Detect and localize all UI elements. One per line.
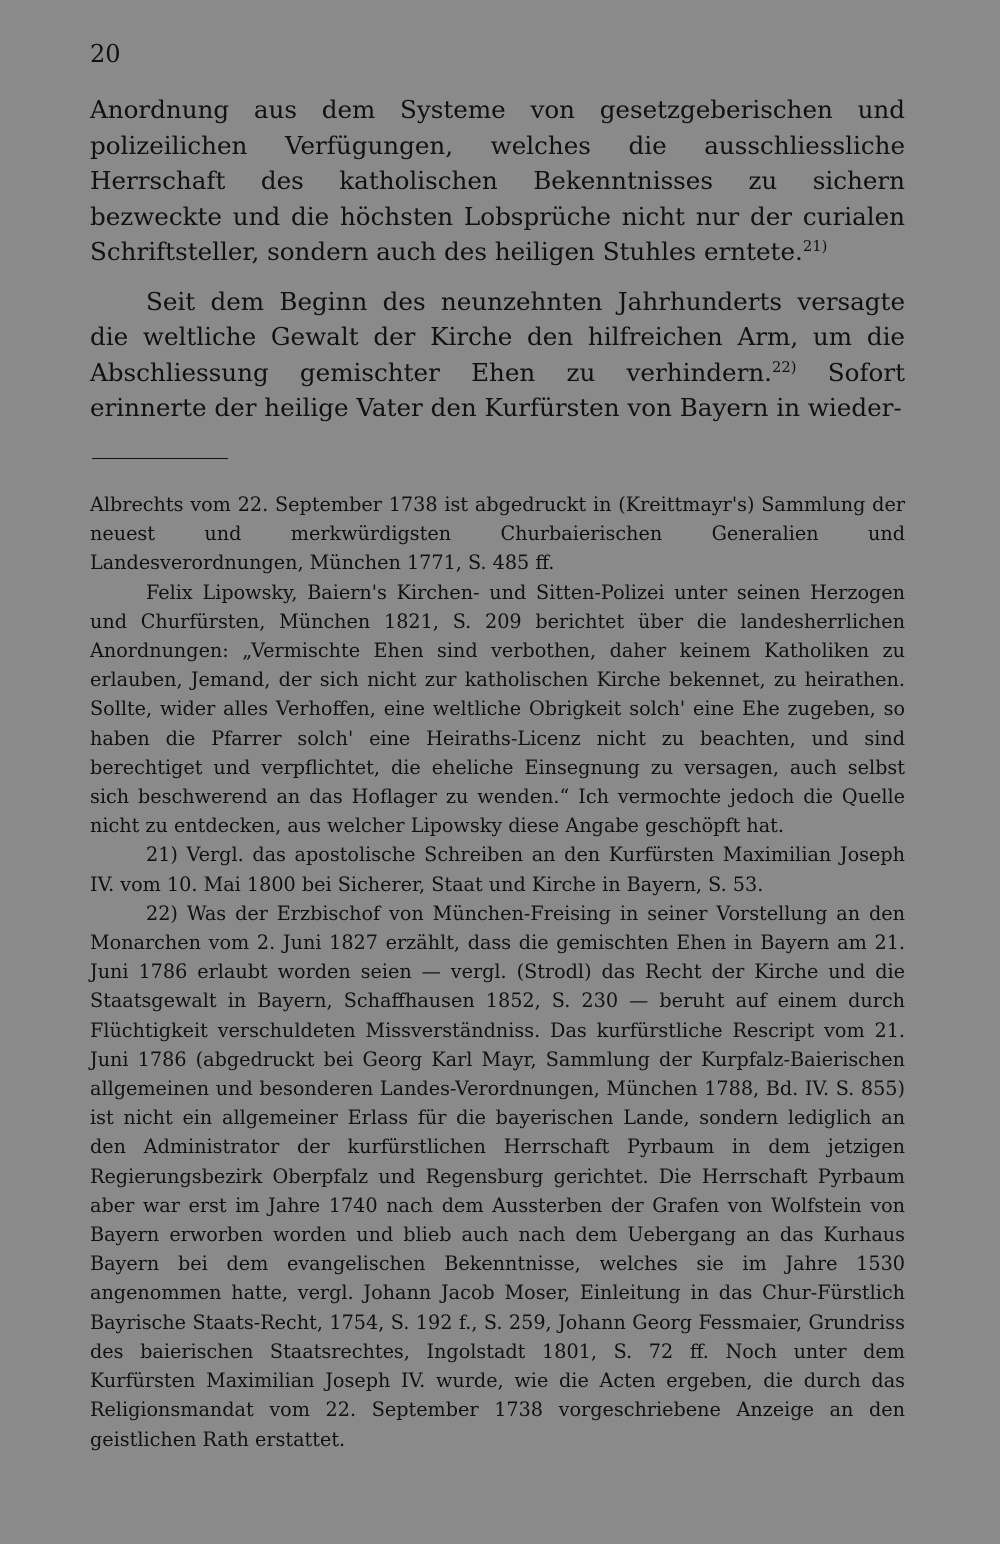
footnote-ref-21: 21)	[802, 237, 828, 255]
main-paragraph-2	[90, 284, 905, 426]
footnote-22: 22) Was der Erzbischof von München-Freising in seiner Vorstellung an den Monarchen vom 2. Juni 1827 erzählt, dass die gemischten Ehen in Bayern am 21. Juni 1786 erlaubt worden seien — vergl. (Strodl) das Recht der Kirche und die Staatsgewalt in Bayern, Schaffhausen 1852, S. 230 — beruht auf einem durch Flüchtigkeit verschuldeten Missverständniss. Das kurfürstliche Rescript vom 21. Juni 1786 (abgedruckt bei Georg Karl Mayr, Sammlung der Kurpfalz-Baierischen allgemeinen und besonderen Landes-Verordnungen, München 1788, Bd. IV. S. 855) ist nicht ein allgemeiner Erlass für die bayerischen Lande, sondern lediglich an den Administrator der kurfürstlichen Herrschaft Pyrbaum in dem jetzigen Regierungsbezirk Oberpfalz und Regensburg gerichtet. Die Herrschaft Pyrbaum aber war erst im Jahre 1740 nach dem Aussterben der Grafen von Wolfstein von Bayern erworben worden und blieb auch nach dem Uebergang an das Kurhaus Bayern bei dem evangelischen Bekenntnisse, welches sie im Jahre 1530 angenommen hatte, vergl. Johann Jacob Moser, Einleitung in das Chur-Fürstlich Bayrische Staats-Recht, 1754, S. 192 f., S. 259, Johann Georg Fessmaier, Grundriss des baierischen Staatsrechtes, Ingolstadt 1801, S. 72 ff. Noch unter dem Kurfürsten Maximilian Joseph IV. wurde, wie die Acten ergeben, die durch das Religionsmandat vom 22. September 1738 vorgeschriebene Anzeige an den geistlichen Rath erstattet.	[90, 901, 905, 1451]
main-text	[90, 92, 905, 426]
page-number: 20	[90, 40, 121, 68]
footnote-21: 21) Vergl. das apostolische Schreiben an den Kurfürsten Maximilian Joseph IV. vom 10. Mai 1800 bei Sicherer, Staat und Kirche in Bayern, S. 53.	[90, 843, 905, 896]
main-paragraph-2-text-a: Seit dem Beginn des neunzehnten Jahrhunderts versagte die weltliche Gewalt der Kirche den hilfreichen Arm, um die Abschliessung gemischter Ehen zu verhindern.	[90, 286, 905, 387]
footnote-ref-22-number: 22	[772, 358, 791, 376]
footnote-lipowsky: Felix Lipowsky, Baiern's Kirchen- und Sitten-Polizei unter seinen Herzogen und Churfürsten, München 1821, S. 209 berichtet über die landesherrlichen Anordnungen: „Vermischte Ehen sind verbothen, daher keinem Katholiken zu erlauben, Jemand, der sich nicht zur katholischen Kirche bekennet, zu heirathen. Sollte, wider alles Verhoffen, eine weltliche Obrigkeit solch' eine Ehe zugeben, so haben die Pfarrer solch' eine Heiraths-Licenz nicht zu beachten, und sind berechtiget und verpflichtet, die eheliche Einsegnung zu versagen, auch selbst sich beschwerend an das Hoflager zu wenden.“ Ich vermochte jedoch die Quelle nicht zu entdecken, aus welcher Lipowsky diese Angabe geschöpft hat.	[90, 580, 905, 838]
footnotes	[90, 490, 905, 1454]
footnote-separator-rule	[92, 458, 228, 459]
main-paragraph-1-text: Anordnung aus dem Systeme von gesetzgeberischen und polizeilichen Verfügungen, welches die ausschliessliche Herrschaft des katholischen Bekenntnisses zu sichern bezweckte und die höchsten Lobsprüche nicht nur der curialen Schriftsteller, sondern auch des heiligen Stuhles erntete.	[90, 95, 905, 266]
footnote-ref-22: 22)	[772, 358, 797, 376]
footnote-ref-21-number: 21	[802, 237, 822, 255]
main-paragraph-1	[90, 92, 905, 270]
main-paragraph-2-text-b: Sofort erinnerte der heilige Vater den Kurfürsten von Bayern in wieder-	[90, 357, 905, 422]
footnote-continuation: Albrechts vom 22. September 1738 ist abgedruckt in (Kreittmayr's) Sammlung der neuest und merkwürdigsten Churbaierischen Generalien und Landesverordnungen, München 1771, S. 485 ff.	[90, 493, 905, 575]
